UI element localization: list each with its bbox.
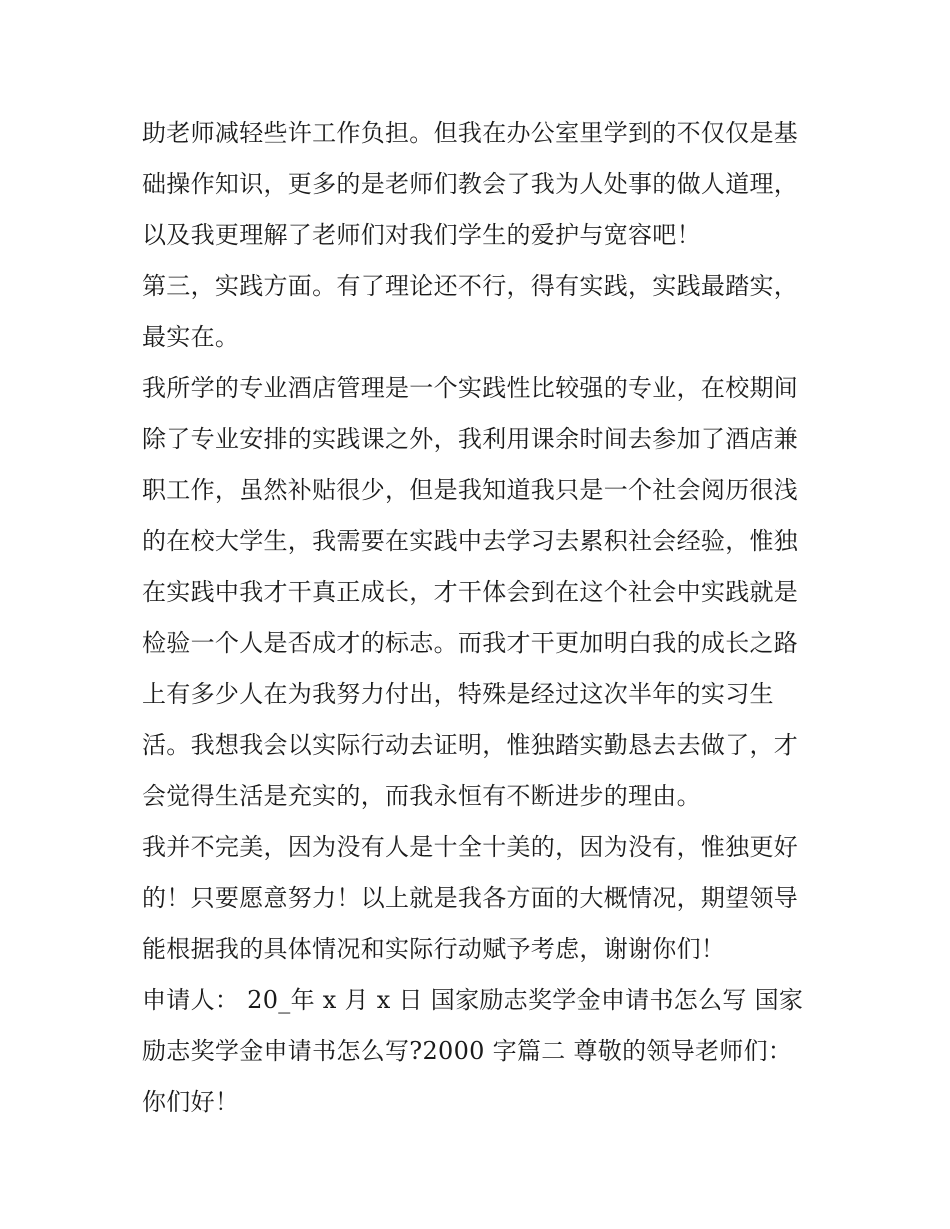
text-line-10: 在实践中我才干真正成长，才干体会到在这个社会中实践就是 (142, 578, 799, 606)
text-line-2: 础操作知识，更多的是老师们教会了我为人处事的做人道理， (142, 170, 799, 198)
text-line-4: 第三，实践方面。有了理论还不行，得有实践，实践最踏实， (142, 272, 799, 300)
text-line-15: 我并不完美，因为没有人是十全十美的，因为没有，惟独更好 (142, 833, 799, 861)
text-line-8: 职工作，虽然补贴很少，但是我知道我只是一个社会阅历很浅 (142, 476, 799, 504)
document-body (142, 108, 817, 1128)
text-line-5: 最实在。 (142, 323, 240, 351)
text-line-1: 助老师减轻些许工作负担。但我在办公室里学到的不仅仅是基 (142, 119, 799, 147)
text-line-18: 申请人： 20_年 x 月 x 日 国家励志奖学金申请书怎么写 国家 (142, 986, 804, 1014)
text-line-20: 你们好！ (142, 1088, 240, 1116)
text-line-3: 以及我更理解了老师们对我们学生的爱护与宽容吧！ (142, 221, 701, 249)
text-line-11: 检验一个人是否成才的标志。而我才干更加明白我的成长之路 (142, 629, 799, 657)
text-line-6: 我所学的专业酒店管理是一个实践性比较强的专业，在校期间 (142, 374, 799, 402)
text-line-7: 除了专业安排的实践课之外，我利用课余时间去参加了酒店兼 (142, 425, 799, 453)
text-line-14: 会觉得生活是充实的，而我永恒有不断进步的理由。 (142, 782, 701, 810)
text-line-19: 励志奖学金申请书怎么写?2000 字篇二 尊敬的领导老师们： (142, 1037, 793, 1065)
text-line-12: 上有多少人在为我努力付出，特殊是经过这次半年的实习生 (142, 680, 774, 708)
text-line-9: 的在校大学生，我需要在实践中去学习去累积社会经验，惟独 (142, 527, 799, 555)
text-line-13: 活。我想我会以实际行动去证明，惟独踏实勤恳去去做了，才 (142, 731, 799, 759)
text-line-17: 能根据我的具体情况和实际行动赋予考虑，谢谢你们！ (142, 935, 726, 963)
text-line-16: 的！只要愿意努力！以上就是我各方面的大概情况，期望领导 (142, 884, 799, 912)
